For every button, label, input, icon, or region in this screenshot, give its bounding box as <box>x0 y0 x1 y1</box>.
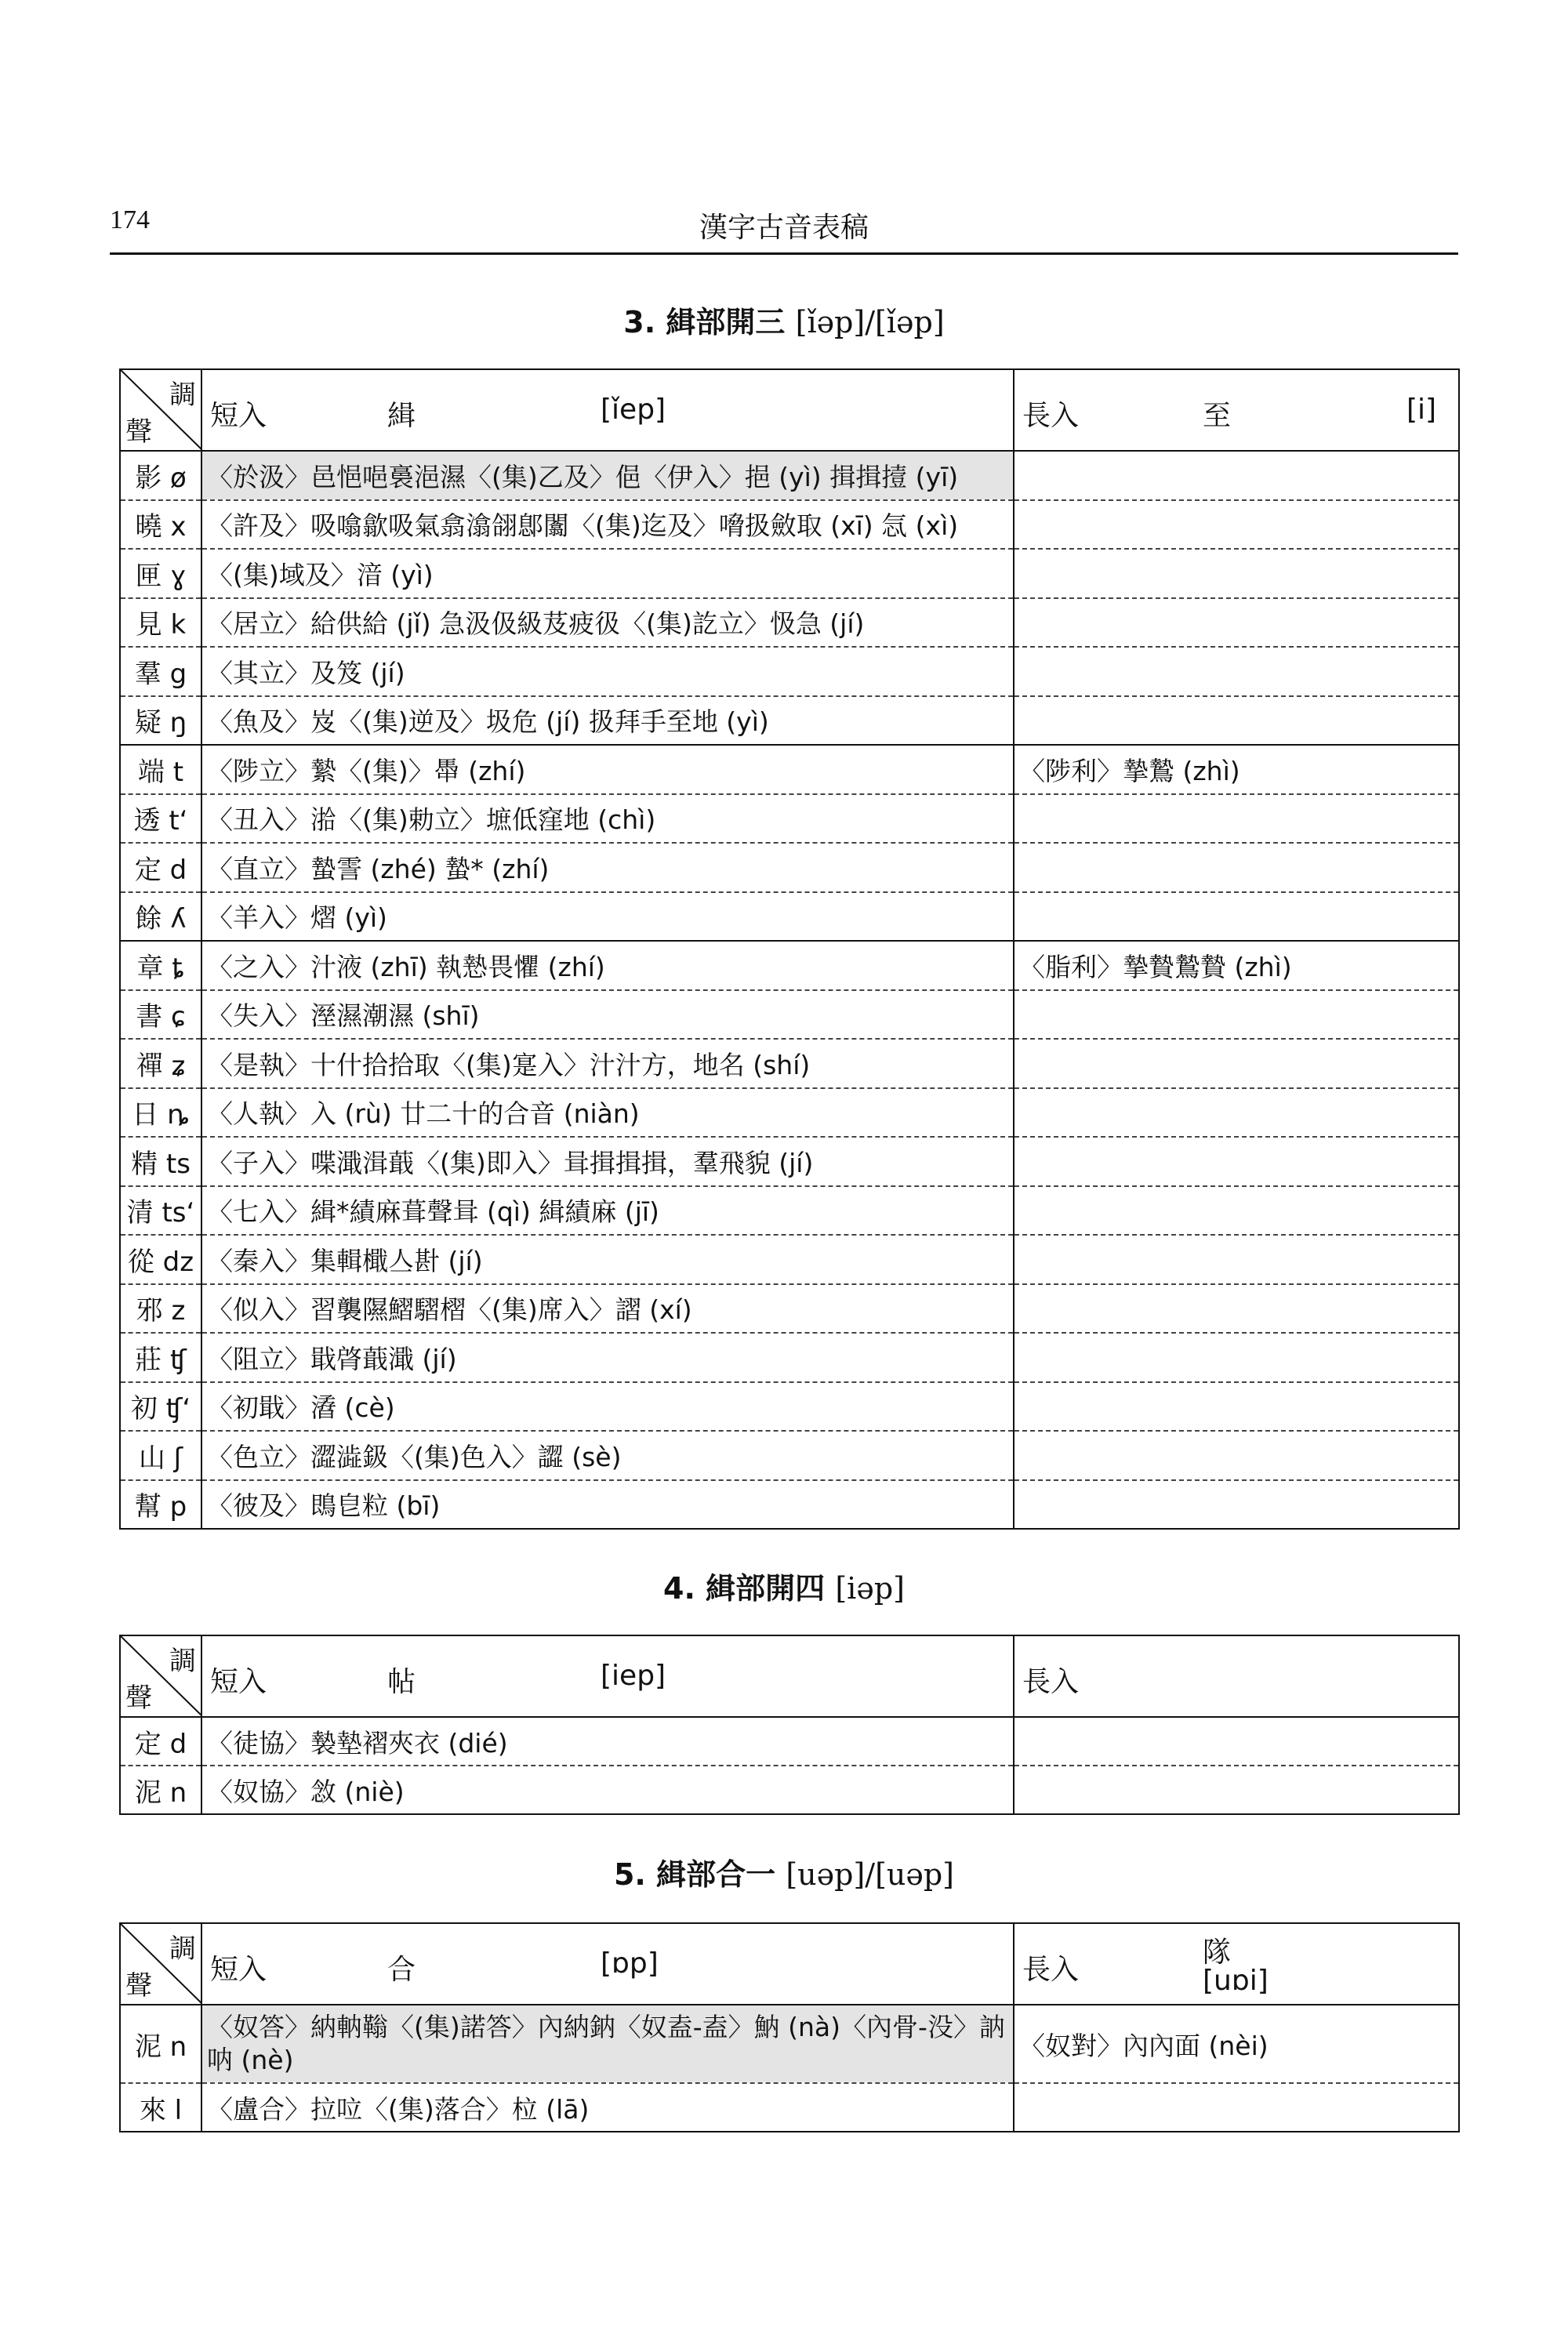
initial-cell: 山 ʃ <box>120 1431 201 1480</box>
short-entering-cell: 〈羊入〉熠 (yì) <box>201 892 1014 942</box>
section-title-text: 3. 緝部開三 <box>623 305 786 339</box>
initial-cell: 定 d <box>120 843 201 892</box>
tone-initial-corner <box>120 1923 201 2005</box>
table-row <box>120 1431 1459 1480</box>
tone-initial-corner <box>120 1635 201 1717</box>
initial-cell: 曉 x <box>120 500 201 550</box>
initial-cell: 幫 p <box>120 1480 201 1530</box>
tone-label: 調 <box>169 1933 196 1965</box>
long-entering-cell <box>1014 647 1459 696</box>
table-row <box>120 1186 1459 1236</box>
long-entering-ipa: [i] <box>1406 394 1437 426</box>
long-entering-cell <box>1014 843 1459 892</box>
table-row <box>120 745 1459 794</box>
initial-cell: 透 tʻ <box>120 794 201 844</box>
long-entering-cell <box>1014 1333 1459 1382</box>
table-row <box>120 1480 1459 1530</box>
initial-cell: 章 ȶ <box>120 941 201 990</box>
initial-cell: 匣 ɣ <box>120 549 201 598</box>
page-number: 174 <box>110 205 150 234</box>
short-entering-cell: 〈居立〉給供給 (jǐ) 急汲伋級芨疲彶〈(集)訖立〉忣急 (jí) <box>201 598 1014 648</box>
initial-cell: 端 t <box>120 745 201 794</box>
short-entering-cell: 〈其立〉及笈 (jí) <box>201 647 1014 696</box>
short-entering-cell: 〈直立〉蟄霅 (zhé) 蟄* (zhí) <box>201 843 1014 892</box>
long-entering-cell: 〈奴對〉內內面 (nèi) <box>1014 2005 1459 2083</box>
short-entering-cell: 〈奴答〉納軜䩺〈(集)諾答〉內納鈉〈奴盍-盍〉魶 (nà)〈內骨-没〉訥呐 (nè) <box>201 2005 1014 2083</box>
initial-label: 聲 <box>125 1682 152 1714</box>
tone-label: 調 <box>169 1646 196 1677</box>
long-entering-rep: 隊 <box>1203 1936 1232 1969</box>
short-entering-rep: 緝 <box>387 400 416 432</box>
initial-cell: 書 ɕ <box>120 990 201 1040</box>
short-entering-cell: 〈於汲〉邑悒唈裛浥濕〈(集)乙及〉俋〈伊入〉挹 (yì) 揖揖撎 (yī) <box>201 451 1014 500</box>
long-entering-cell <box>1014 1382 1459 1432</box>
long-entering-cell <box>1014 696 1459 746</box>
table-row <box>120 500 1459 550</box>
short-entering-cell: 〈彼及〉鵖皀粒 (bī) <box>201 1480 1014 1530</box>
short-entering-cell: 〈魚及〉岌〈(集)逆及〉圾危 (jí) 扱拜手至地 (yì) <box>201 696 1014 746</box>
section-title <box>0 298 1568 341</box>
table-row <box>120 1333 1459 1382</box>
section-title <box>0 1564 1568 1607</box>
short-entering-cell: 〈似入〉習襲隰鰼騽槢〈(集)席入〉謵 (xí) <box>201 1284 1014 1334</box>
short-entering-ipa: [iep] <box>601 1660 666 1692</box>
short-entering-cell: 〈子入〉喋濈湒蕺〈(集)即入〉咠揖揖揖，羣飛貌 (jí) <box>201 1137 1014 1186</box>
table-row <box>120 1382 1459 1432</box>
initial-cell: 泥 n <box>120 1766 201 1814</box>
initial-cell: 羣 g <box>120 647 201 696</box>
long-entering-ipa: [uɒi] <box>1203 1965 1269 1997</box>
table-row <box>120 794 1459 844</box>
long-entering-cell <box>1014 1480 1459 1530</box>
table-row <box>120 549 1459 598</box>
long-entering-cell: 〈脂利〉摯贄鷙贄 (zhì) <box>1014 941 1459 990</box>
section-title-text: 4. 緝部開四 <box>663 1571 826 1606</box>
short-entering-ipa: [ɒp] <box>601 1947 659 1980</box>
long-entering-cell <box>1014 1717 1459 1766</box>
initial-cell: 從 dz <box>120 1235 201 1284</box>
long-entering-cell <box>1014 1431 1459 1480</box>
table-row <box>120 1717 1459 1766</box>
long-entering-label: 長入 <box>1022 400 1080 432</box>
initial-cell: 泥 n <box>120 2005 201 2083</box>
short-entering-cell: 〈(集)域及〉湆 (yì) <box>201 549 1014 598</box>
short-entering-rep: 帖 <box>387 1666 416 1698</box>
section-title <box>0 1850 1568 1893</box>
short-entering-header <box>201 1923 1014 2005</box>
short-entering-header <box>201 1635 1014 1717</box>
tone-label: 調 <box>169 379 196 411</box>
long-entering-cell <box>1014 1186 1459 1236</box>
short-entering-cell: 〈丑入〉湁〈(集)勅立〉墌低窪地 (chì) <box>201 794 1014 844</box>
long-entering-cell <box>1014 892 1459 942</box>
short-entering-cell: 〈是執〉十什拾拾取〈(集)寔入〉汁汁方，地名 (shí) <box>201 1039 1014 1088</box>
section-title-ipa: [ǐəp]/[ǐəp] <box>795 305 945 339</box>
section-title-text: 5. 緝部合一 <box>613 1857 776 1892</box>
initial-cell: 邪 z <box>120 1284 201 1334</box>
initial-cell: 禪 ʑ <box>120 1039 201 1088</box>
long-entering-header <box>1014 1923 1459 2005</box>
long-entering-cell <box>1014 1137 1459 1186</box>
initial-cell: 餘 ʎ <box>120 892 201 942</box>
long-entering-cell <box>1014 451 1459 500</box>
initial-cell: 清 tsʻ <box>120 1186 201 1236</box>
table-header-row <box>120 1635 1459 1717</box>
initial-cell: 影 ø <box>120 451 201 500</box>
table-row <box>120 1766 1459 1814</box>
rime-table <box>119 1922 1460 2132</box>
table-row <box>120 2005 1459 2083</box>
long-entering-label: 長入 <box>1022 1666 1080 1698</box>
initial-cell: 莊 ʧ <box>120 1333 201 1382</box>
long-entering-header <box>1014 1635 1459 1717</box>
initial-cell: 見 k <box>120 598 201 648</box>
long-entering-cell <box>1014 990 1459 1040</box>
table-row <box>120 451 1459 500</box>
page-header <box>110 205 1458 255</box>
short-entering-ipa: [ǐep] <box>601 394 666 426</box>
short-entering-cell: 〈秦入〉集輯檝亼卙 (jí) <box>201 1235 1014 1284</box>
short-entering-cell: 〈許及〉吸噏歙吸氣翕潝翖鄎闟〈(集)迄及〉嗋扱斂取 (xī) 忥 (xì) <box>201 500 1014 550</box>
short-entering-cell: 〈奴協〉敜 (niè) <box>201 1766 1014 1814</box>
short-entering-cell: 〈初戢〉㵫 (cè) <box>201 1382 1014 1432</box>
short-entering-header <box>201 369 1014 451</box>
running-title: 漢字古音表稿 <box>699 212 869 244</box>
initial-label: 聲 <box>125 416 152 448</box>
short-entering-cell: 〈之入〉汁液 (zhī) 執慹畏懼 (zhí) <box>201 941 1014 990</box>
table-row <box>120 1088 1459 1138</box>
initial-cell: 來 l <box>120 2083 201 2132</box>
table-header-row <box>120 1923 1459 2005</box>
short-entering-cell: 〈阻立〉戢䏿蕺濈 (jí) <box>201 1333 1014 1382</box>
long-entering-cell <box>1014 549 1459 598</box>
short-entering-cell: 〈盧合〉拉㕸〈(集)落合〉柆 (lā) <box>201 2083 1014 2132</box>
long-entering-header <box>1014 369 1459 451</box>
long-entering-rep: 至 <box>1203 400 1232 432</box>
initial-cell: 定 d <box>120 1717 201 1766</box>
short-entering-label: 短入 <box>210 1666 267 1698</box>
table-row <box>120 1284 1459 1334</box>
long-entering-cell <box>1014 794 1459 844</box>
initial-label: 聲 <box>125 1970 152 2002</box>
section-title-ipa: [iəp] <box>835 1571 905 1606</box>
rime-table <box>119 1635 1460 1815</box>
long-entering-cell <box>1014 1039 1459 1088</box>
long-entering-cell <box>1014 1235 1459 1284</box>
long-entering-cell <box>1014 500 1459 550</box>
long-entering-cell <box>1014 1088 1459 1138</box>
long-entering-cell: 〈陟利〉摯鷙 (zhì) <box>1014 745 1459 794</box>
table-row <box>120 598 1459 648</box>
long-entering-cell <box>1014 2083 1459 2132</box>
short-entering-cell: 〈七入〉緝*績麻葺聲咠 (qì) 緝績麻 (jī) <box>201 1186 1014 1236</box>
table-row <box>120 941 1459 990</box>
short-entering-cell: 〈人執〉入 (rù) 廿二十的合音 (niàn) <box>201 1088 1014 1138</box>
table-header-row <box>120 369 1459 451</box>
short-entering-cell: 〈陟立〉縶〈(集)〉馽 (zhí) <box>201 745 1014 794</box>
section-title-ipa: [uəp]/[uəp] <box>786 1857 955 1892</box>
short-entering-cell: 〈失入〉溼濕潮濕 (shī) <box>201 990 1014 1040</box>
tone-initial-corner <box>120 369 201 451</box>
table-row <box>120 1039 1459 1088</box>
initial-cell: 初 ʧʻ <box>120 1382 201 1432</box>
initial-cell: 日 ȵ <box>120 1088 201 1138</box>
short-entering-cell: 〈色立〉澀澁鈒〈(集)色入〉譅 (sè) <box>201 1431 1014 1480</box>
short-entering-cell: 〈徒協〉褺墊褶夾衣 (dié) <box>201 1717 1014 1766</box>
short-entering-label: 短入 <box>210 400 267 432</box>
initial-cell: 疑 ŋ <box>120 696 201 746</box>
long-entering-cell <box>1014 1766 1459 1814</box>
long-entering-label: 長入 <box>1022 1954 1080 1986</box>
table-row <box>120 892 1459 942</box>
table-row <box>120 1137 1459 1186</box>
table-row <box>120 647 1459 696</box>
table-row <box>120 1235 1459 1284</box>
short-entering-rep: 合 <box>387 1954 416 1986</box>
long-entering-cell <box>1014 598 1459 648</box>
rime-table <box>119 368 1460 1530</box>
table-row <box>120 2083 1459 2132</box>
initial-cell: 精 ts <box>120 1137 201 1186</box>
table-row <box>120 990 1459 1040</box>
table-row <box>120 843 1459 892</box>
table-row <box>120 696 1459 746</box>
long-entering-cell <box>1014 1284 1459 1334</box>
short-entering-label: 短入 <box>210 1954 267 1986</box>
